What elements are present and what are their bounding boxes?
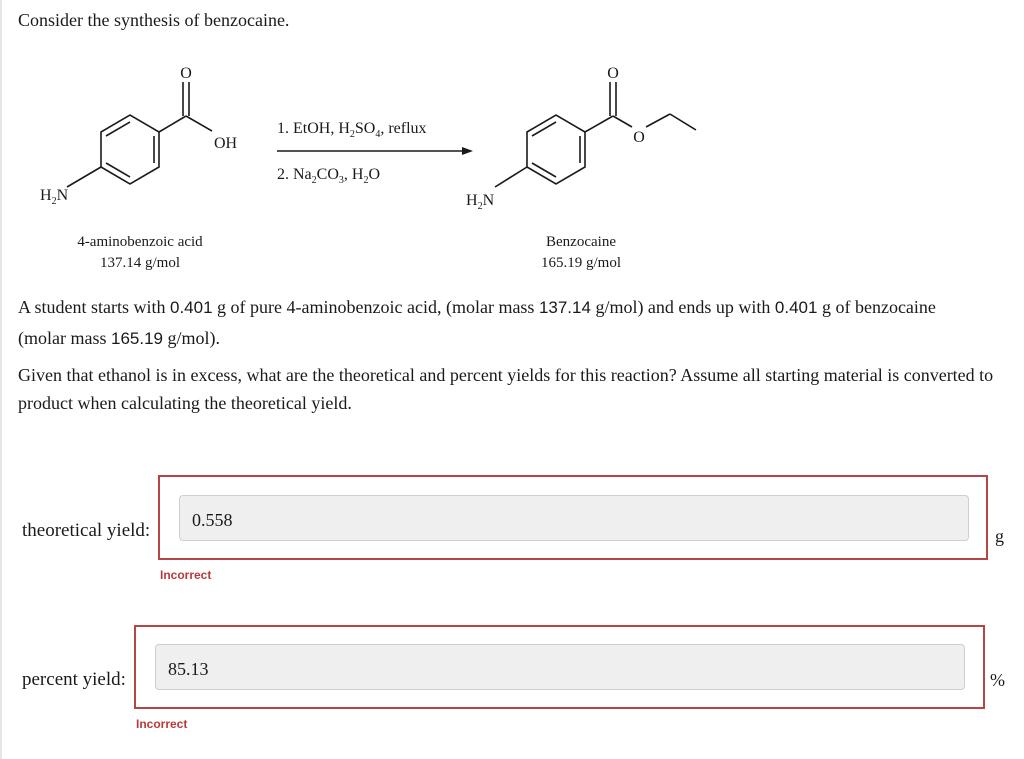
product-carbonyl-oxygen: O — [607, 65, 619, 82]
problem-statement — [18, 292, 1018, 354]
problem-text-2: g of pure 4-aminobenzoic acid, (molar mass — [212, 297, 539, 317]
step1-subscript-2: 4 — [375, 129, 381, 140]
problem-text-1: A student starts with — [18, 297, 170, 317]
step1-subscript-1: 2 — [349, 129, 355, 140]
percent-yield-unit: % — [990, 670, 1005, 690]
product-amine-n: N — [482, 192, 495, 209]
product-ester-oxygen: O — [633, 129, 645, 146]
reactant-name: 4-aminobenzoic acid — [77, 234, 203, 250]
product-structure — [495, 82, 696, 187]
step1-suffix: , reflux — [380, 120, 427, 137]
product-molar-mass: 165.19 g/mol — [540, 255, 622, 271]
theoretical-yield-input[interactable]: 0.558 — [179, 495, 969, 541]
step2-subscript-3: 2 — [363, 175, 369, 186]
condition-step-1 — [277, 120, 427, 140]
reaction-arrow — [277, 147, 473, 155]
reactant-amine-subscript: 2 — [51, 196, 57, 207]
reactant-amine-label — [40, 187, 69, 207]
product-name: Benzocaine — [546, 234, 616, 250]
product-molar-mass-value: 165.19 — [110, 329, 163, 348]
percent-yield-input[interactable]: 85.13 — [155, 644, 965, 690]
reaction-scheme — [0, 55, 1024, 275]
final-mass-value: 0.401 — [774, 298, 818, 317]
step2-mid-1: CO — [316, 166, 339, 183]
reactant-hydroxyl-label: OH — [214, 135, 238, 152]
theoretical-yield-label: theoretical yield: — [22, 520, 151, 541]
reactant-carbonyl-oxygen: O — [180, 65, 192, 82]
step2-suffix: O — [368, 166, 381, 183]
step2-subscript-2: 3 — [338, 175, 344, 186]
question-text: Given that ethanol is in excess, what are the theoretical and percent yields for this reaction? Assume all starting material is converted to product when calculating the theoretical yield. — [18, 365, 994, 413]
problem-text-5: (molar mass — [18, 328, 111, 348]
theoretical-yield-unit: g — [995, 526, 1004, 546]
percent-yield-feedback: Incorrect — [136, 717, 188, 731]
step2-mid-2: , H — [343, 166, 364, 183]
reactant-amine-n: N — [56, 187, 69, 204]
step2-subscript-1: 2 — [311, 175, 317, 186]
condition-step-2 — [277, 166, 380, 186]
product-amine-h: H — [466, 192, 478, 209]
reactant-molar-mass-value: 137.14 — [538, 298, 591, 317]
intro-text: Consider the synthesis of benzocaine. — [18, 10, 290, 30]
product-amine-subscript: 2 — [477, 201, 483, 212]
product-amine-label — [466, 192, 495, 212]
reactant-structure — [67, 82, 212, 187]
theoretical-yield-feedback: Incorrect — [160, 568, 212, 582]
problem-text-4: g of benzocaine — [817, 297, 936, 317]
reactant-molar-mass: 137.14 g/mol — [99, 255, 181, 271]
step1-mid: SO — [354, 120, 376, 137]
starting-mass-value: 0.401 — [170, 298, 213, 317]
step2-prefix: 2. Na — [277, 166, 312, 183]
step1-prefix: 1. EtOH, H — [277, 120, 350, 137]
problem-text-6: g/mol). — [162, 328, 220, 348]
problem-text-3: g/mol) and ends up with — [590, 297, 775, 317]
reactant-amine-h: H — [40, 187, 52, 204]
percent-yield-label: percent yield: — [22, 669, 126, 690]
